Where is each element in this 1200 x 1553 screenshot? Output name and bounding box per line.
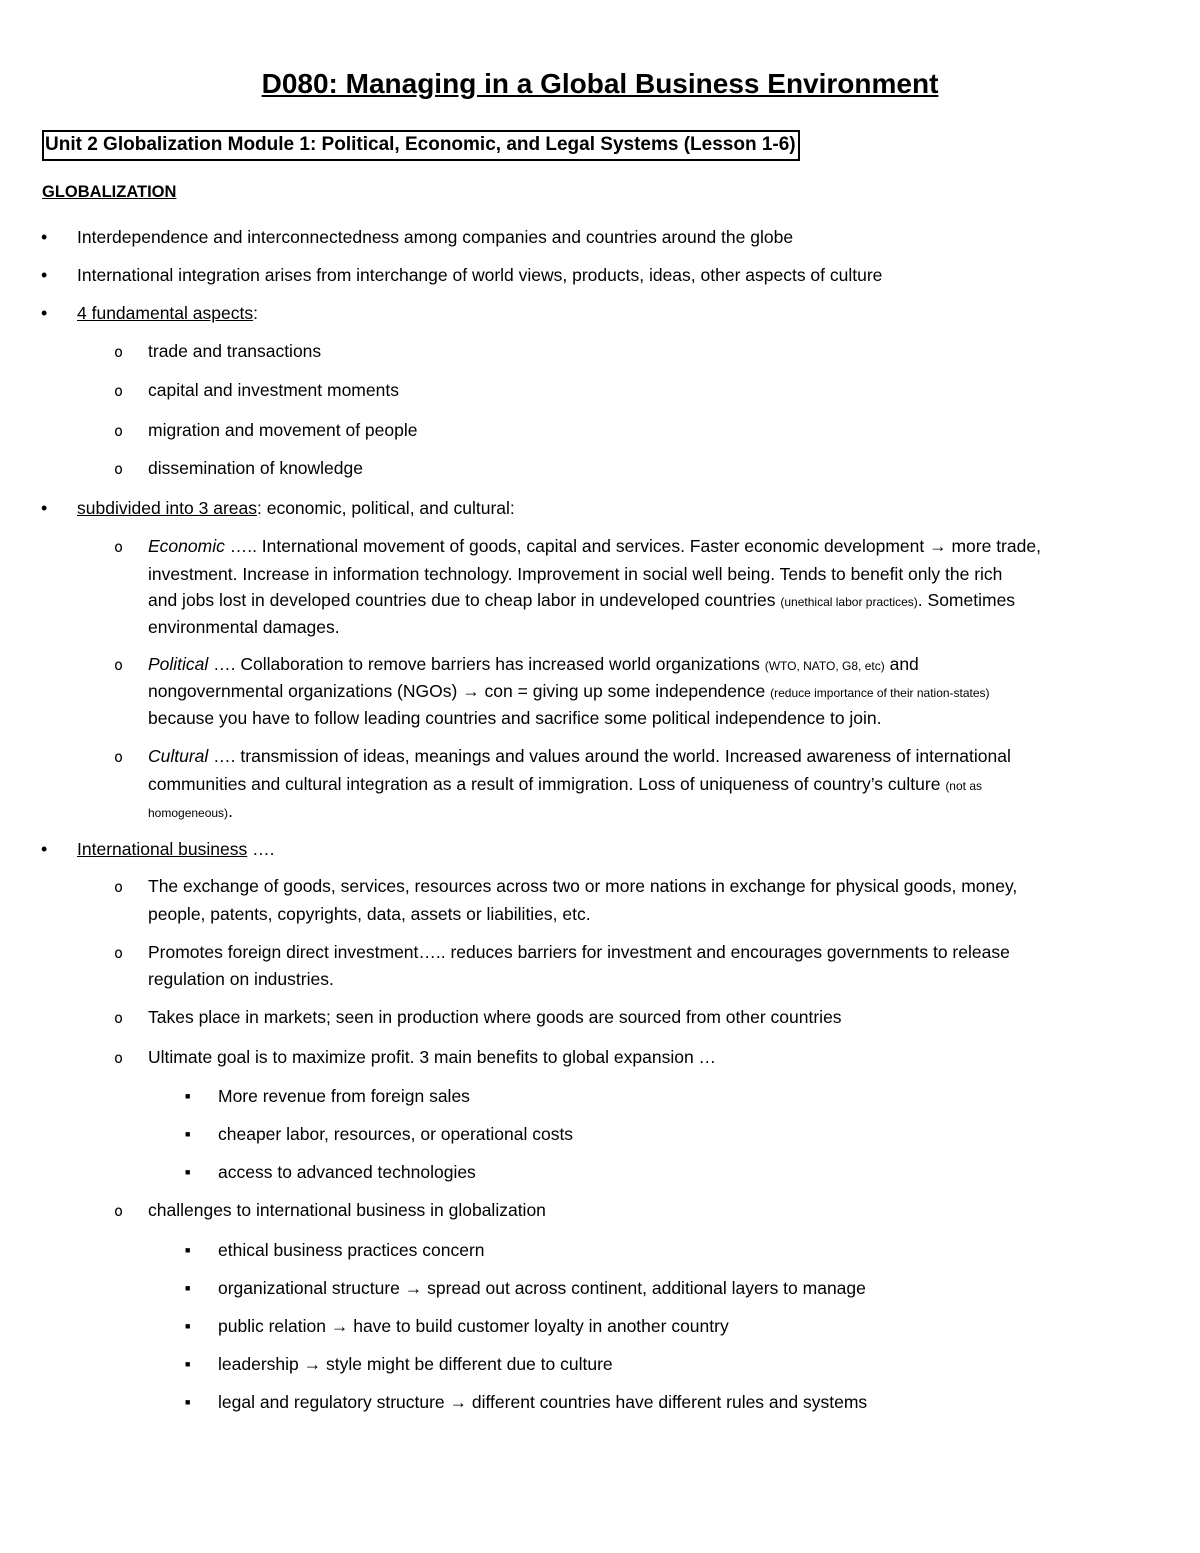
arrow-icon: → (303, 1354, 322, 1374)
text-span: …. Collaboration to remove barriers has increased world organizations (208, 654, 765, 674)
text-span: have to build customer loyalty in another country (348, 1316, 729, 1336)
small-note: (not as (945, 779, 982, 793)
third-level-item: More revenue from foreign sales (218, 1086, 470, 1106)
third-level-item (218, 1389, 867, 1416)
sub-item: Ultimate goal is to maximize profit. 3 main benefits to global expansion … (148, 1047, 717, 1067)
arrow-icon: → (449, 1392, 468, 1412)
text-span: …. transmission of ideas, meanings and values around the world. Increased awareness of international (208, 746, 1011, 766)
bullet-tail: …. (247, 839, 275, 859)
square-marker: ■ (185, 1283, 191, 1293)
text-span: ….. International movement of goods, capital and services. Faster economic development (224, 536, 930, 556)
political-term: Political (148, 654, 209, 674)
third-level-item: cheaper labor, resources, or operational costs (218, 1124, 574, 1144)
text-span: nongovernmental organizations (NGOs) (148, 681, 463, 701)
circle-marker: o (114, 538, 124, 556)
sub-item: regulation on industries. (148, 969, 334, 989)
third-level-item (218, 1313, 729, 1340)
bullet-label: 4 fundamental aspects (77, 303, 254, 323)
circle-marker: o (114, 382, 124, 400)
circle-marker: o (114, 343, 124, 361)
circle-marker: o (114, 748, 124, 766)
text-span: con = giving up some independence (479, 681, 771, 701)
bullet-item (77, 836, 274, 863)
bullet-marker: • (41, 498, 48, 518)
bullet-label: International business (77, 839, 248, 859)
small-note: (unethical labor practices) (780, 595, 918, 609)
sub-item: capital and investment moments (148, 380, 399, 400)
text-span: leadership (218, 1354, 304, 1374)
third-level-item: ethical business practices concern (218, 1240, 485, 1260)
sub-item: migration and movement of people (148, 420, 418, 440)
circle-marker: o (114, 656, 124, 674)
sub-item: Promotes foreign direct investment….. reduces barriers for investment and encourages governments to release (148, 942, 1010, 962)
text-span: communities and cultural integration as a result of immigration. Loss of uniqueness of country’s culture (148, 774, 946, 794)
small-note: (reduce importance of their nation-states) (770, 686, 990, 700)
square-marker: ■ (185, 1129, 191, 1139)
political-line: because you have to follow leading countries and sacrifice some political independence to join. (148, 708, 882, 728)
unit-heading: Unit 2 Globalization Module 1: Political, Economic, and Legal Systems (Lesson 1-6) (42, 130, 800, 161)
political-line (148, 651, 919, 680)
text-span: style might be different due to culture (321, 1354, 613, 1374)
circle-marker: o (114, 460, 124, 478)
circle-marker: o (114, 1049, 124, 1067)
economic-line (148, 587, 1015, 616)
arrow-icon: → (404, 1278, 423, 1298)
text-span: and jobs lost in developed countries due to cheap labor in undeveloped countries (148, 590, 781, 610)
text-span: spread out across continent, additional layers to manage (422, 1278, 866, 1298)
cultural-line (148, 771, 982, 800)
text-span: legal and regulatory structure (218, 1392, 450, 1412)
bullet-item: Interdependence and interconnectedness among companies and countries around the globe (77, 227, 794, 247)
arrow-icon: → (462, 681, 480, 701)
text-span: and (884, 654, 919, 674)
text-span: different countries have different rules and systems (467, 1392, 868, 1412)
square-marker: ■ (185, 1167, 191, 1177)
bullet-item: International integration arises from interchange of world views, products, ideas, other aspects of culture (77, 265, 883, 285)
circle-marker: o (114, 944, 124, 962)
bullet-tail: : economic, political, and cultural: (256, 498, 515, 518)
circle-marker: o (114, 878, 124, 896)
square-marker: ■ (185, 1245, 191, 1255)
square-marker: ■ (185, 1359, 191, 1369)
circle-marker: o (114, 1202, 124, 1220)
text-span: public relation (218, 1316, 331, 1336)
bullet-marker: • (41, 227, 48, 247)
text-span: . Sometimes (917, 590, 1016, 610)
sub-item: people, patents, copyrights, data, assets or liabilities, etc. (148, 904, 591, 924)
sub-item: trade and transactions (148, 341, 322, 361)
document-title: D080: Managing in a Global Business Environment (261, 68, 939, 99)
cultural-line (148, 798, 233, 827)
bullet-marker: • (41, 265, 48, 285)
square-marker: ■ (185, 1091, 191, 1101)
arrow-icon: → (330, 1316, 349, 1336)
political-line (148, 678, 990, 707)
bullet-marker: • (41, 303, 48, 323)
square-marker: ■ (185, 1397, 191, 1407)
section-heading: GLOBALIZATION (42, 183, 177, 201)
bullet-item (77, 300, 258, 327)
text-span: more trade, (946, 536, 1041, 556)
economic-line: environmental damages. (148, 617, 340, 637)
bullet-item (77, 495, 515, 522)
economic-term: Economic (148, 536, 225, 556)
bullet-tail: : (253, 303, 258, 323)
cultural-term: Cultural (148, 746, 209, 766)
small-note: (WTO, NATO, G8, etc) (764, 659, 885, 673)
cultural-line (148, 743, 1011, 770)
third-level-item (218, 1275, 866, 1302)
bullet-marker: • (41, 839, 48, 859)
third-level-item: access to advanced technologies (218, 1162, 476, 1182)
sub-item: dissemination of knowledge (148, 458, 363, 478)
arrow-icon: → (929, 536, 947, 556)
circle-marker: o (114, 422, 124, 440)
sub-item: Takes place in markets; seen in production where goods are sourced from other countries (148, 1007, 842, 1027)
small-note: homogeneous) (148, 806, 229, 820)
sub-item: The exchange of goods, services, resources across two or more nations in exchange for physical goods, money, (148, 876, 1018, 896)
square-marker: ■ (185, 1321, 191, 1331)
third-level-item (218, 1351, 613, 1378)
circle-marker: o (114, 1009, 124, 1027)
text-span: organizational structure (218, 1278, 405, 1298)
text-span: . (228, 801, 233, 821)
bullet-label: subdivided into 3 areas (77, 498, 257, 518)
economic-line (148, 533, 1041, 560)
economic-line: investment. Increase in information technology. Improvement in social well being. Tends to benefit only the rich (148, 564, 1003, 584)
sub-item: challenges to international business in globalization (148, 1200, 546, 1220)
